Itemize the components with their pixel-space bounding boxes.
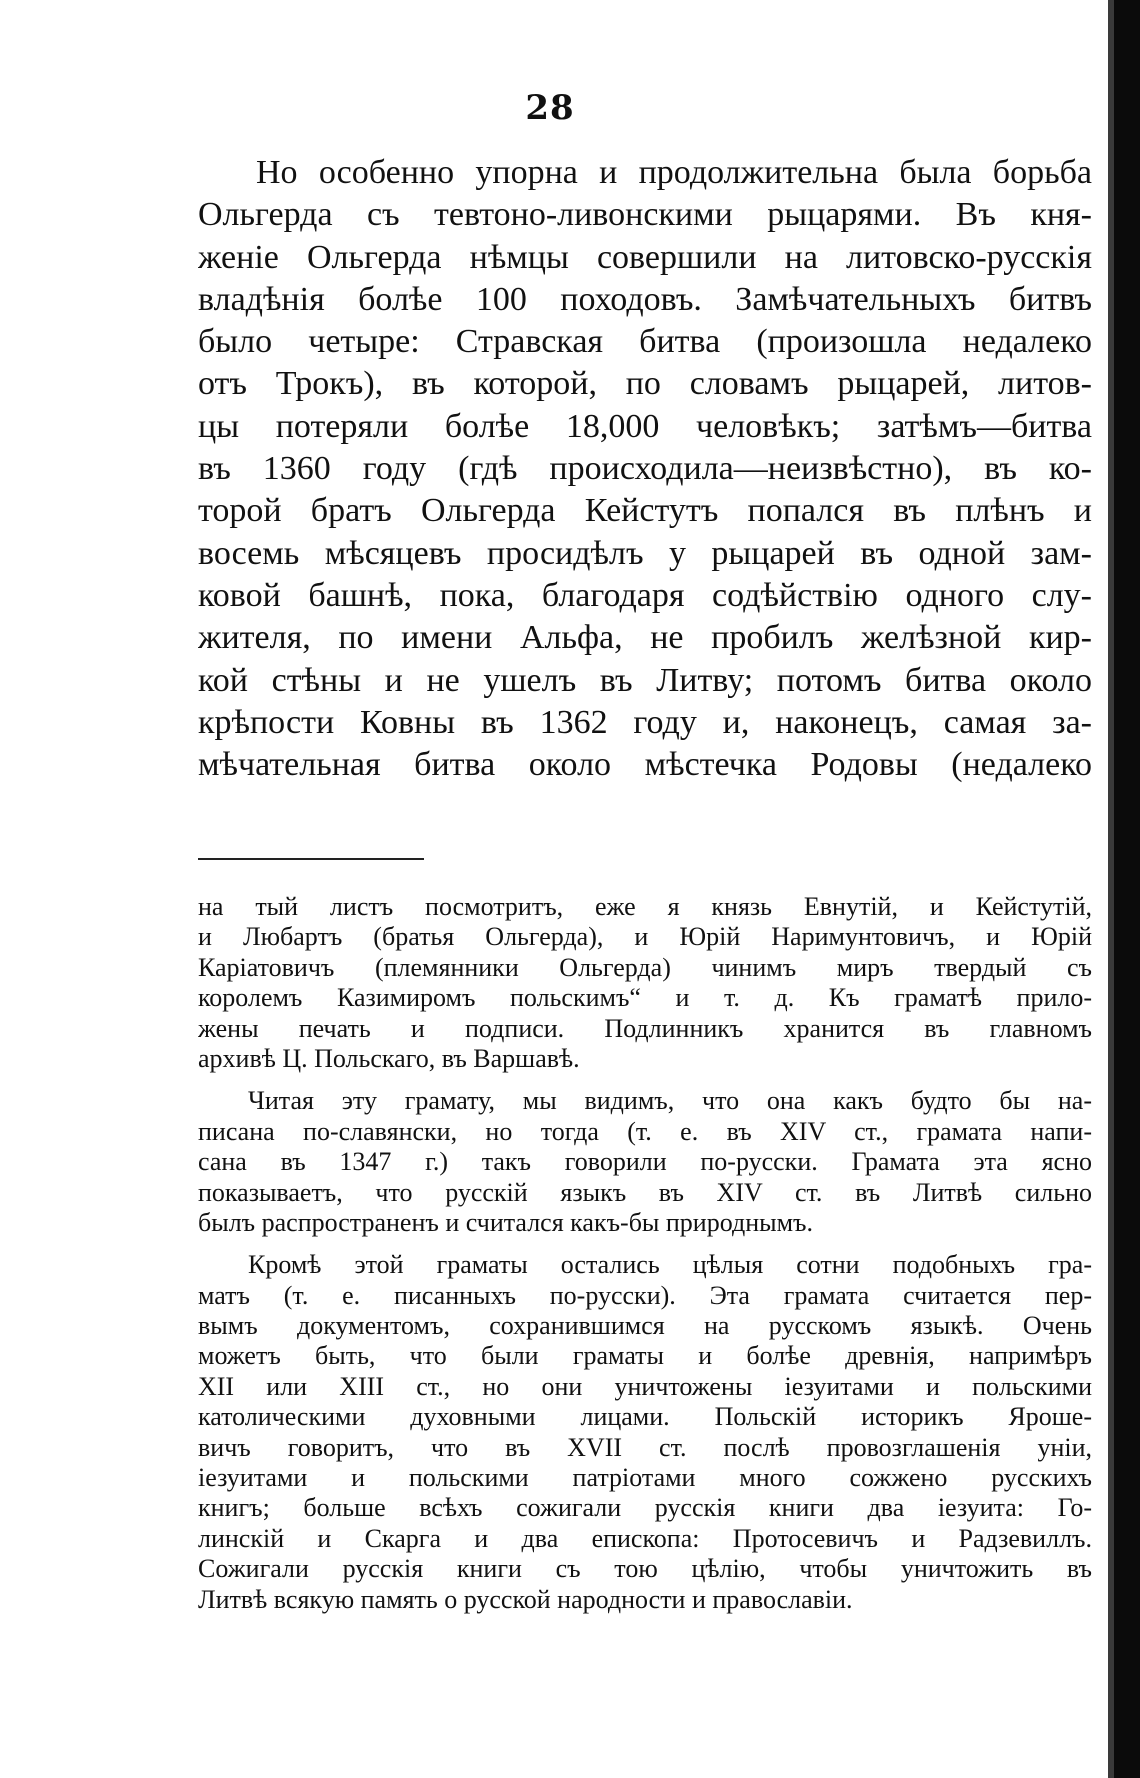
- main-text: [198, 152, 1092, 786]
- footnote-line: Кромѣ этой граматы остались цѣлыя сотни подобныхъ гра-: [248, 1250, 1092, 1280]
- footnote-line: королемъ Казимиромъ польскимъ“ и т. д. Къ граматѣ прило-: [198, 983, 1092, 1013]
- footnote-line: писана по-славянски, но тогда (т. е. въ XIV ст., грамата напи-: [198, 1116, 1092, 1146]
- text-line: женіе Ольгерда нѣмцы совершили на литовско-русскія: [198, 238, 1092, 276]
- footnote-line: жены печать и подписи. Подлинникъ хранится въ главномъ: [198, 1013, 1092, 1043]
- footnote-line: архивѣ Ц. Польскаго, въ Варшавѣ.: [198, 1043, 580, 1073]
- text-line: цы потеряли болѣе 18,000 человѣкъ; затѣмъ—битва: [198, 407, 1092, 445]
- footnote-line: на тый листъ посмотритъ, еже я князь Евнутій, и Кейстутій,: [198, 892, 1092, 921]
- text-line: крѣпости Ковны въ 1362 году и, наконецъ, самая за-: [198, 703, 1092, 741]
- footnote-line: сана въ 1347 г.) такъ говорили по-русски. Грамата эта ясно: [198, 1147, 1092, 1177]
- text-line: отъ Трокъ), въ которой, по словамъ рыцарей, литов-: [198, 365, 1092, 403]
- page-number: 28: [525, 88, 575, 128]
- footnote-line: былъ распространенъ и считался какъ-бы природнымъ.: [198, 1207, 813, 1237]
- text-line: торой братъ Ольгерда Кейстутъ попался въ плѣнъ и: [198, 492, 1092, 530]
- text-line: Но особенно упорна и продолжительна была борьба: [256, 154, 1092, 191]
- footnote-paragraph: [198, 892, 1092, 1074]
- footnote-line: Литвѣ всякую память о русской народности и православіи.: [198, 1584, 853, 1614]
- text-line: въ 1360 году (гдѣ происходила—неизвѣстно), въ ко-: [198, 450, 1092, 488]
- footnote-paragraph: [198, 1250, 1092, 1615]
- footnote-line: и Любартъ (братья Ольгерда), и Юрій Наримунтовичъ, и Юрій: [198, 922, 1092, 952]
- footnote-line: можетъ быть, что были граматы и болѣе древнія, напримѣръ: [198, 1341, 1092, 1371]
- footnote-line: вичъ говоритъ, что въ XVII ст. послѣ провозглашенія уніи,: [198, 1432, 1092, 1462]
- text-line: жителя, по имени Альфа, не пробилъ желѣзной кир-: [198, 619, 1092, 657]
- footnote-line: іезуитами и польскими патріотами много сожжено русскихъ: [198, 1463, 1092, 1493]
- footnotes: [198, 892, 1092, 1627]
- text-line: мѣчательная битва около мѣстечка Родовы (недалеко: [198, 746, 1092, 784]
- footnote-line: Читая эту грамату, мы видимъ, что она какъ будто бы на-: [248, 1086, 1092, 1116]
- text-line: Ольгерда съ тевтоно-ливонскими рыцарями. Въ кня-: [198, 196, 1092, 234]
- footnote-line: линскій и Скарга и два епископа: Протосевичъ и Радзевиллъ.: [198, 1523, 1092, 1553]
- footnote-line: Сожигали русскія книги съ тою цѣлію, чтобы уничтожить въ: [198, 1554, 1092, 1584]
- footnote-line: показываетъ, что русскій языкъ въ XIV ст. въ Литвѣ сильно: [198, 1177, 1092, 1207]
- text-line: владѣнія болѣе 100 походовъ. Замѣчательныхъ битвъ: [198, 280, 1092, 318]
- footnote-paragraph: [198, 1086, 1092, 1238]
- footnote-separator: [198, 858, 424, 860]
- footnote-line: католическими духовными лицами. Польскій историкъ Яроше-: [198, 1402, 1092, 1432]
- text-line: восемь мѣсяцевъ просидѣлъ у рыцарей въ одной зам-: [198, 534, 1092, 572]
- text-line: ковой башнѣ, пока, благодаря содѣйствію одного слу-: [198, 576, 1092, 614]
- footnote-line: XII или XIII ст., но они уничтожены іезуитами и польскими: [198, 1371, 1092, 1401]
- text-line: было четыре: Стравская битва (произошла недалеко: [198, 323, 1092, 361]
- footnote-line: книгъ; больше всѣхъ сожигали русскія книги два іезуита: Го-: [198, 1493, 1092, 1523]
- page-edge-binding: [1114, 0, 1140, 1778]
- text-line: кой стѣны и не ушелъ въ Литву; потомъ битва около: [198, 661, 1092, 699]
- footnote-line: вымъ документомъ, сохранившимся на русскомъ языкѣ. Очень: [198, 1311, 1092, 1341]
- footnote-line: Каріатовичъ (племянники Ольгерда) чинимъ миръ твердый съ: [198, 952, 1092, 982]
- footnote-line: матъ (т. е. писанныхъ по-русски). Эта грамата считается пер-: [198, 1280, 1092, 1310]
